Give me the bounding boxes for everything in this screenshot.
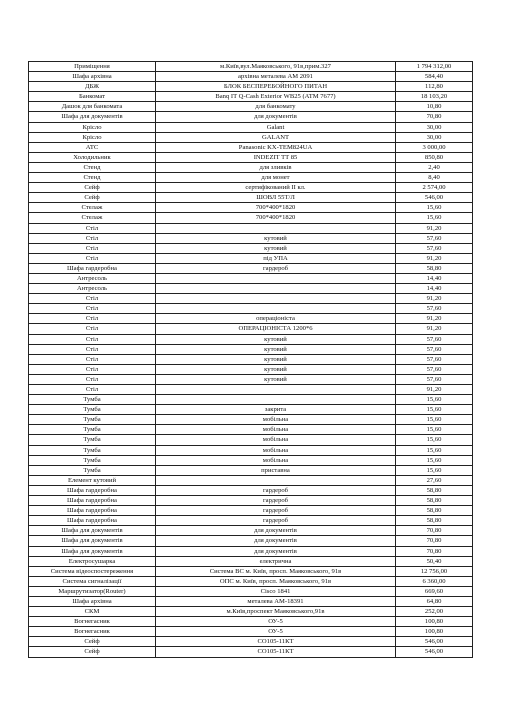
table-row — [29, 304, 473, 314]
asset-value-cell: 57,60 — [396, 344, 473, 354]
asset-description-cell: архівна металева АМ 2091 — [156, 72, 396, 82]
asset-description-cell: електрична — [156, 556, 396, 566]
table-row — [29, 62, 473, 72]
asset-name-cell: Система відеоспостереження — [29, 566, 156, 576]
asset-name-cell: Стелаж — [29, 213, 156, 223]
asset-table-body — [29, 62, 473, 658]
asset-description-cell: INDEZIT TT 85 — [156, 152, 396, 162]
asset-description-cell: операціоніста — [156, 314, 396, 324]
asset-description-cell: кутовий — [156, 233, 396, 243]
table-row — [29, 637, 473, 647]
asset-value-cell: 1 794 312,00 — [396, 62, 473, 72]
asset-description-cell: 700*400*1820 — [156, 203, 396, 213]
asset-value-cell: 91,20 — [396, 385, 473, 395]
asset-description-cell: металева АМ-18391 — [156, 596, 396, 606]
asset-description-cell: кутовий — [156, 374, 396, 384]
asset-register — [28, 61, 472, 658]
table-row — [29, 243, 473, 253]
asset-description-cell: для монет — [156, 173, 396, 183]
asset-description-cell: під УПА — [156, 253, 396, 263]
asset-name-cell: Шафа для документів — [29, 546, 156, 556]
table-row — [29, 203, 473, 213]
asset-value-cell: 15,60 — [396, 203, 473, 213]
asset-value-cell: 100,80 — [396, 617, 473, 627]
asset-description-cell: Banq IT Q-Cash Exterior WB25 (ATM 7677) — [156, 92, 396, 102]
asset-value-cell: 57,60 — [396, 304, 473, 314]
asset-value-cell: 112,80 — [396, 82, 473, 92]
table-row — [29, 162, 473, 172]
table-row — [29, 344, 473, 354]
asset-name-cell: Шафа архівна — [29, 596, 156, 606]
asset-name-cell: Стелаж — [29, 203, 156, 213]
asset-description-cell: ОУ-5 — [156, 627, 396, 637]
asset-description-cell: GALANT — [156, 132, 396, 142]
asset-description-cell: гардероб — [156, 516, 396, 526]
asset-value-cell: 8,40 — [396, 173, 473, 183]
asset-name-cell: Стіл — [29, 243, 156, 253]
asset-description-cell: кутовий — [156, 354, 396, 364]
asset-name-cell: Шафа для документів — [29, 536, 156, 546]
asset-name-cell: Стіл — [29, 304, 156, 314]
table-row — [29, 354, 473, 364]
table-row — [29, 617, 473, 627]
asset-description-cell — [156, 223, 396, 233]
asset-name-cell: Стіл — [29, 364, 156, 374]
asset-description-cell: для банкомату — [156, 102, 396, 112]
asset-name-cell: Сейф — [29, 183, 156, 193]
table-row — [29, 576, 473, 586]
asset-value-cell: 18 103,20 — [396, 92, 473, 102]
table-row — [29, 385, 473, 395]
asset-value-cell: 64,80 — [396, 596, 473, 606]
asset-value-cell: 91,20 — [396, 223, 473, 233]
table-row — [29, 72, 473, 82]
table-row — [29, 516, 473, 526]
asset-value-cell: 58,80 — [396, 263, 473, 273]
table-row — [29, 92, 473, 102]
asset-value-cell: 15,60 — [396, 405, 473, 415]
asset-value-cell: 15,60 — [396, 213, 473, 223]
table-row — [29, 405, 473, 415]
asset-description-cell: Система ВС м. Київ, просп. Маяковського, 91в — [156, 566, 396, 576]
asset-name-cell: Елемент кутовий — [29, 475, 156, 485]
table-row — [29, 415, 473, 425]
asset-name-cell: Стіл — [29, 233, 156, 243]
table-row — [29, 273, 473, 283]
asset-description-cell: гардероб — [156, 506, 396, 516]
table-row — [29, 647, 473, 657]
asset-value-cell: 30,00 — [396, 122, 473, 132]
table-row — [29, 334, 473, 344]
asset-description-cell: гардероб — [156, 496, 396, 506]
asset-name-cell: Тумба — [29, 445, 156, 455]
asset-name-cell: Стенд — [29, 173, 156, 183]
asset-name-cell: Шафа гардеробна — [29, 516, 156, 526]
asset-name-cell: Стіл — [29, 334, 156, 344]
table-row — [29, 395, 473, 405]
asset-value-cell: 58,80 — [396, 516, 473, 526]
asset-description-cell: мобільна — [156, 425, 396, 435]
asset-name-cell: ДБЖ — [29, 82, 156, 92]
table-row — [29, 475, 473, 485]
asset-value-cell: 546,00 — [396, 647, 473, 657]
asset-value-cell: 15,60 — [396, 415, 473, 425]
asset-name-cell: Холодильник — [29, 152, 156, 162]
asset-value-cell: 10,80 — [396, 102, 473, 112]
asset-value-cell: 30,00 — [396, 132, 473, 142]
asset-value-cell: 2 574,00 — [396, 183, 473, 193]
table-row — [29, 82, 473, 92]
asset-name-cell: Крісло — [29, 122, 156, 132]
asset-description-cell: 700*400*1820 — [156, 213, 396, 223]
asset-description-cell: приставна — [156, 465, 396, 475]
asset-description-cell: кутовий — [156, 364, 396, 374]
asset-value-cell: 14,40 — [396, 273, 473, 283]
asset-description-cell: СО105-11КТ — [156, 647, 396, 657]
asset-value-cell: 57,60 — [396, 233, 473, 243]
asset-value-cell: 27,60 — [396, 475, 473, 485]
asset-value-cell: 57,60 — [396, 334, 473, 344]
asset-description-cell: ОПС м. Київ, просп. Маяковського, 91в — [156, 576, 396, 586]
asset-name-cell: Крісло — [29, 132, 156, 142]
table-row — [29, 546, 473, 556]
table-row — [29, 142, 473, 152]
asset-name-cell: Дашок для банкомата — [29, 102, 156, 112]
asset-description-cell: БЛОК БЕСПЕРЕБОЙНОГО ПИТАН — [156, 82, 396, 92]
asset-value-cell: 91,20 — [396, 314, 473, 324]
asset-description-cell: СО105-11КТ — [156, 637, 396, 647]
asset-description-cell: Cisco 1841 — [156, 586, 396, 596]
table-row — [29, 223, 473, 233]
asset-description-cell: кутовий — [156, 243, 396, 253]
asset-value-cell: 58,80 — [396, 496, 473, 506]
asset-name-cell: Стіл — [29, 385, 156, 395]
table-row — [29, 132, 473, 142]
asset-name-cell: Тумба — [29, 425, 156, 435]
table-row — [29, 294, 473, 304]
asset-description-cell — [156, 395, 396, 405]
asset-value-cell: 252,00 — [396, 607, 473, 617]
asset-value-cell: 91,20 — [396, 294, 473, 304]
asset-name-cell: Шафа гардеробна — [29, 506, 156, 516]
asset-name-cell: АТС — [29, 142, 156, 152]
asset-value-cell: 57,60 — [396, 354, 473, 364]
table-row — [29, 324, 473, 334]
asset-name-cell: Банкомат — [29, 92, 156, 102]
table-row — [29, 627, 473, 637]
asset-value-cell: 15,60 — [396, 435, 473, 445]
asset-name-cell: Шафа гардеробна — [29, 263, 156, 273]
asset-description-cell: мобільна — [156, 455, 396, 465]
asset-name-cell: Сейф — [29, 637, 156, 647]
asset-name-cell: Стіл — [29, 223, 156, 233]
asset-value-cell: 70,80 — [396, 112, 473, 122]
asset-name-cell: Шафа гардеробна — [29, 496, 156, 506]
table-row — [29, 364, 473, 374]
table-row — [29, 465, 473, 475]
asset-value-cell: 91,20 — [396, 253, 473, 263]
table-row — [29, 556, 473, 566]
asset-value-cell: 3 000,00 — [396, 142, 473, 152]
table-row — [29, 596, 473, 606]
asset-description-cell: ОУ-5 — [156, 617, 396, 627]
table-row — [29, 445, 473, 455]
asset-description-cell: гардероб — [156, 263, 396, 273]
asset-name-cell: Тумба — [29, 455, 156, 465]
asset-name-cell: Антресоль — [29, 284, 156, 294]
asset-description-cell: м.Київ,вул.Маяковського, 91в,прим.327 — [156, 62, 396, 72]
asset-value-cell: 15,60 — [396, 395, 473, 405]
table-row — [29, 506, 473, 516]
asset-description-cell: гардероб — [156, 485, 396, 495]
asset-name-cell: Стіл — [29, 324, 156, 334]
asset-name-cell: СКМ — [29, 607, 156, 617]
asset-name-cell: Вогнегасник — [29, 617, 156, 627]
table-row — [29, 536, 473, 546]
asset-description-cell — [156, 475, 396, 485]
asset-description-cell: Panasonic KX-TEM824UA — [156, 142, 396, 152]
asset-name-cell: Стіл — [29, 354, 156, 364]
table-row — [29, 193, 473, 203]
asset-description-cell: мобільна — [156, 435, 396, 445]
asset-value-cell: 70,80 — [396, 526, 473, 536]
asset-name-cell: Тумба — [29, 405, 156, 415]
asset-description-cell — [156, 273, 396, 283]
asset-name-cell: Стіл — [29, 294, 156, 304]
asset-name-cell: Тумба — [29, 415, 156, 425]
asset-name-cell: Тумба — [29, 435, 156, 445]
table-row — [29, 183, 473, 193]
asset-description-cell: ОПЕРАЦІОНІСТА 1200*6 — [156, 324, 396, 334]
table-row — [29, 263, 473, 273]
table-row — [29, 253, 473, 263]
asset-value-cell: 15,60 — [396, 455, 473, 465]
asset-description-cell — [156, 284, 396, 294]
table-row — [29, 122, 473, 132]
asset-value-cell: 100,80 — [396, 627, 473, 637]
table-row — [29, 455, 473, 465]
asset-value-cell: 546,00 — [396, 193, 473, 203]
asset-name-cell: Вогнегасник — [29, 627, 156, 637]
table-row — [29, 284, 473, 294]
table-row — [29, 526, 473, 536]
asset-description-cell: ШОВЛ 55Т/Л — [156, 193, 396, 203]
asset-name-cell: Шафа архівна — [29, 72, 156, 82]
asset-description-cell: для документів — [156, 112, 396, 122]
asset-description-cell: кутовий — [156, 334, 396, 344]
asset-name-cell: Шафа для документів — [29, 526, 156, 536]
table-row — [29, 485, 473, 495]
asset-value-cell: 850,80 — [396, 152, 473, 162]
asset-description-cell: мобільна — [156, 445, 396, 455]
table-row — [29, 586, 473, 596]
asset-name-cell: Тумба — [29, 465, 156, 475]
asset-value-cell: 57,60 — [396, 364, 473, 374]
asset-value-cell: 70,80 — [396, 546, 473, 556]
asset-value-cell: 546,00 — [396, 637, 473, 647]
asset-value-cell: 584,40 — [396, 72, 473, 82]
asset-value-cell: 91,20 — [396, 324, 473, 334]
asset-name-cell: Антресоль — [29, 273, 156, 283]
table-row — [29, 496, 473, 506]
asset-name-cell: Система сигналізації — [29, 576, 156, 586]
asset-value-cell: 14,40 — [396, 284, 473, 294]
asset-description-cell: сертифікований ІІ кл. — [156, 183, 396, 193]
asset-description-cell: для документів — [156, 536, 396, 546]
asset-description-cell — [156, 385, 396, 395]
table-row — [29, 566, 473, 576]
asset-description-cell: кутовий — [156, 344, 396, 354]
table-row — [29, 374, 473, 384]
table-row — [29, 173, 473, 183]
asset-value-cell: 15,60 — [396, 425, 473, 435]
asset-description-cell: закрита — [156, 405, 396, 415]
asset-value-cell: 15,60 — [396, 465, 473, 475]
asset-value-cell: 58,80 — [396, 485, 473, 495]
asset-value-cell: 50,40 — [396, 556, 473, 566]
asset-description-cell: для документів — [156, 546, 396, 556]
table-row — [29, 213, 473, 223]
asset-table — [28, 61, 473, 658]
asset-name-cell: Стіл — [29, 253, 156, 263]
asset-value-cell: 669,60 — [396, 586, 473, 596]
asset-value-cell: 2,40 — [396, 162, 473, 172]
asset-description-cell — [156, 304, 396, 314]
asset-name-cell: Шафа гардеробна — [29, 485, 156, 495]
asset-value-cell: 15,60 — [396, 445, 473, 455]
asset-value-cell: 12 756,00 — [396, 566, 473, 576]
asset-name-cell: Стіл — [29, 314, 156, 324]
asset-value-cell: 6 360,00 — [396, 576, 473, 586]
asset-name-cell: Електросушарка — [29, 556, 156, 566]
asset-description-cell: для документів — [156, 526, 396, 536]
asset-name-cell: Стіл — [29, 344, 156, 354]
asset-name-cell: Приміщення — [29, 62, 156, 72]
table-row — [29, 314, 473, 324]
asset-description-cell: для зливків — [156, 162, 396, 172]
asset-value-cell: 58,80 — [396, 506, 473, 516]
table-row — [29, 152, 473, 162]
asset-name-cell: Стіл — [29, 374, 156, 384]
asset-name-cell: Стенд — [29, 162, 156, 172]
asset-description-cell: Galant — [156, 122, 396, 132]
asset-name-cell: Сейф — [29, 193, 156, 203]
table-row — [29, 435, 473, 445]
table-row — [29, 102, 473, 112]
asset-description-cell — [156, 294, 396, 304]
table-row — [29, 112, 473, 122]
table-row — [29, 233, 473, 243]
asset-description-cell: м.Київ,проспект Маяковського,91в — [156, 607, 396, 617]
asset-name-cell: Тумба — [29, 395, 156, 405]
table-row — [29, 607, 473, 617]
asset-description-cell: мобільна — [156, 415, 396, 425]
asset-name-cell: Шафа для документів — [29, 112, 156, 122]
asset-value-cell: 70,80 — [396, 536, 473, 546]
asset-value-cell: 57,60 — [396, 243, 473, 253]
table-row — [29, 425, 473, 435]
asset-name-cell: Сейф — [29, 647, 156, 657]
asset-value-cell: 57,60 — [396, 374, 473, 384]
asset-name-cell: Маршрутизатор(Router) — [29, 586, 156, 596]
